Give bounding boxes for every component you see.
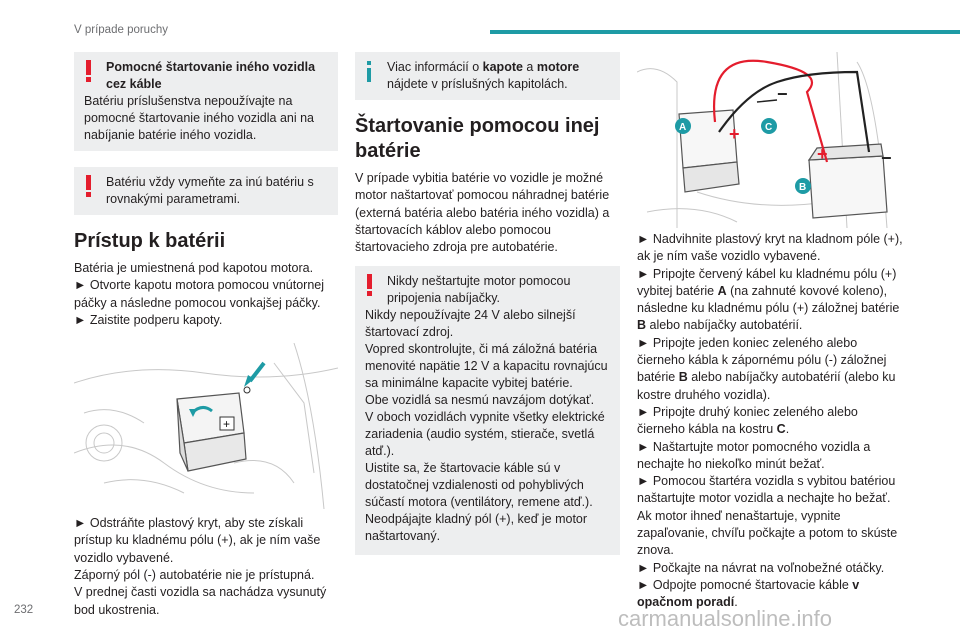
step-text: ► Pripojte červený kábel ku kladnému pólu (+) vybitej batérie — [637, 266, 897, 298]
step-text: . — [785, 422, 790, 437]
bold-reverse-order: v opačnom poradí — [637, 577, 860, 610]
info-bold-hood: kapote — [482, 60, 523, 74]
heading-jump-start: Štartovanie pomocou inej batérie — [355, 115, 600, 162]
warning-line: Nikdy nepoužívajte 24 V alebo silnejší štartovací zdroj. — [365, 308, 576, 340]
bold-c: C — [776, 422, 786, 437]
column-1 — [74, 52, 338, 619]
column-3 — [637, 52, 905, 612]
warning-text: Batériu príslušenstva nepoužívajte na pomocné štartovanie iného vozidla ani na nabíjanie batérie iného vozidla. — [84, 94, 315, 142]
paragraph-battery-location: Batéria je umiestnená pod kapotou motora. — [74, 261, 314, 275]
section-title: V prípade poruchy — [74, 24, 168, 36]
header-bar — [490, 30, 960, 34]
minus-label-b: − — [881, 148, 892, 168]
step-red-cable — [637, 266, 905, 335]
bold-b: B — [637, 318, 647, 333]
page-number: 232 — [14, 604, 34, 616]
info-text: nájdete v príslušných kapitolách. — [387, 77, 568, 91]
warning-line: V oboch vozidlách vypnite všetky elektrické zariadenia (audio systém, stierače, svetlá atď.). — [365, 410, 605, 459]
warning-icon — [86, 175, 92, 196]
info-box — [355, 52, 620, 100]
step-text: ► Pripojte druhý koniec zeleného alebo čierneho kábla na kostru — [637, 404, 858, 437]
step-secure-prop: ► Zaistite podperu kapoty. — [74, 312, 223, 327]
warning-line: Neodpájajte kladný pól (+), keď je motor naštartovaný. — [365, 512, 588, 544]
step-text: . — [734, 595, 738, 610]
step-text: (na zahnuté kovové koleno), následne ku kladnému pólu (+) záložnej batérie — [637, 283, 900, 316]
step-text: alebo nabíjačky autobatérií (alebo ku kostre druhého vozidla). — [637, 370, 896, 402]
warning-line: Uistite sa, že štartovacie káble sú v dostatočnej vzdialenosti od pohyblivých súčastí motora (ventilátory, remene atď.). — [365, 461, 593, 510]
warning-icon — [367, 274, 373, 295]
watermark: carmanualsonline.info — [618, 606, 833, 631]
step-retry: Ak motor ihneď nenaštartuje, vypnite zapaľovanie, chvíľu počkajte a potom to skúste znova. — [637, 508, 898, 558]
marker-c: C — [765, 122, 773, 133]
step-text: alebo nabíjačky autobatérií. — [646, 318, 803, 333]
column-2 — [355, 52, 620, 567]
info-bold-engine: motore — [536, 60, 580, 74]
paragraph-negative-pole: Záporný pól (-) autobatérie nie je prístupná. — [74, 568, 315, 583]
warning-box-jump-start — [355, 266, 620, 555]
minus-label-c: − — [777, 84, 788, 104]
jump-start-cable-diagram — [637, 52, 905, 228]
step-text: ► Odpojte pomocné štartovacie káble — [637, 577, 853, 592]
marker-b: B — [799, 182, 807, 193]
warning-lead: Nikdy neštartujte motor pomocou pripojenia nabíjačky. — [387, 274, 571, 306]
bold-b: B — [678, 370, 688, 385]
warning-line: Obe vozidlá sa nesmú navzájom dotýkať. — [365, 393, 595, 408]
warning-line: Vopred skontrolujte, či má záložná batéria menovité napätie 12 V a kapacitu rovnajúcu sa minimálne kapacite vybitej batérie. — [365, 342, 608, 391]
warning-text: Batériu vždy vymeňte za inú batériu s rovnakými parametrami. — [106, 175, 314, 206]
heading-battery-access: Prístup k batérii — [74, 230, 226, 252]
step-remove-cover: ► Odstráňte plastový kryt, aby ste získali prístup ku kladnému pólu (+), ak je ním vaše vozidlo vybavené. — [74, 516, 321, 565]
plus-label-a: + — [729, 124, 740, 144]
paragraph-ground-point: V prednej časti vozidla sa nachádza vysunutý bod ukostrenia. — [74, 585, 327, 617]
warning-box-jumpstart-other — [74, 52, 338, 151]
paragraph-jump-start-intro: V prípade vybitia batérie vo vozidle je možné motor naštartovať pomocou náhradnej batérie (externá batéria alebo batéria iného vozidla) a štartovacích káblov alebo pomocou štartovacieho zdroja pre autobatérie. — [355, 171, 610, 255]
marker-a: A — [679, 122, 687, 133]
warning-title: Pomocné štartovanie iného vozidla cez káble — [106, 60, 316, 91]
step-open-hood: ► Otvorte kapotu motora pomocou vnútornej páčky a následne pomocou vonkajšej páčky. — [74, 278, 324, 310]
step-start-vehicle: ► Pomocou štartéra vozidla s vybitou batériou naštartujte motor vozidla a nechajte ho bežať. — [637, 474, 896, 506]
step-lift-cover: ► Nadvihnite plastový kryt na kladnom póle (+), ak je ním vaše vozidlo vybavené. — [637, 232, 903, 264]
step-black-cable-b — [637, 335, 905, 404]
battery-cover-illustration — [74, 343, 338, 509]
step-start-helper: ► Naštartujte motor pomocného vozidla a nechajte ho niekoľko minút bežať. — [637, 439, 871, 471]
step-idle: ► Počkajte na návrat na voľnobežné otáčky. — [637, 560, 885, 575]
info-text: Viac informácií o — [387, 60, 483, 74]
warning-icon — [86, 60, 92, 81]
step-text: ► Pripojte jeden koniec zeleného alebo čierneho kábla k zápornému pólu (-) záložnej batérie — [637, 335, 887, 385]
warning-box-replace — [74, 167, 338, 215]
plus-label: + — [223, 417, 231, 432]
bold-a: A — [717, 283, 727, 298]
step-black-cable-c — [637, 404, 905, 439]
info-text: a — [522, 60, 537, 74]
plus-label-b: + — [817, 144, 828, 164]
